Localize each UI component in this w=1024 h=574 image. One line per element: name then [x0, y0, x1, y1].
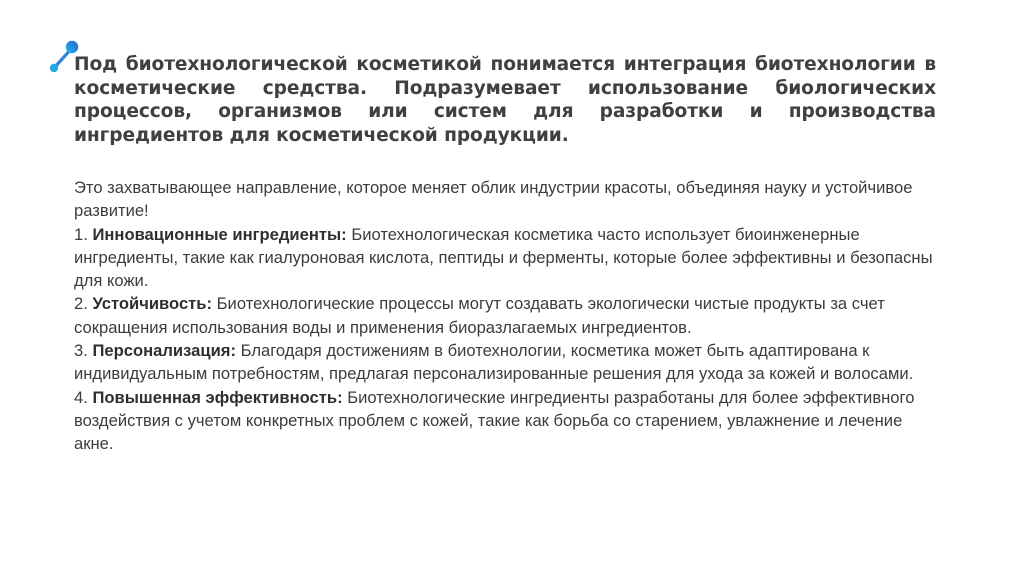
- item-title: Инновационные ингредиенты:: [92, 224, 347, 244]
- item-number: 2.: [74, 294, 88, 314]
- list-item: [74, 339, 942, 386]
- item-title: Персонализация:: [92, 341, 236, 361]
- item-text: Биотехнологическая косметика часто использует биоинженерные ингредиенты, такие как гиалуроновая кислота, пептиды и ферменты, которые более эффективны и безопасны для кожи.: [74, 224, 933, 291]
- intro-paragraph: Это захватывающее направление, которое меняет облик индустрии красоты, объединяя науку и устойчивое развитие!: [74, 178, 913, 221]
- item-number: 1.: [74, 224, 88, 244]
- slide-heading: Под биотехнологической косметикой понимается интеграция биотехнологии в косметические средства. Подразумевает использование биологических процессов, организмов или систем для разработки и производства ингредиентов для косметической продукции.: [74, 54, 936, 146]
- item-number: 4.: [74, 387, 88, 407]
- list-item: [74, 223, 942, 293]
- list-item: [74, 386, 942, 456]
- item-title: Устойчивость:: [92, 294, 213, 314]
- item-text: Биотехнологические ингредиенты разработаны для более эффективного воздействия с учетом конкретных проблем с кожей, такие как борьба со старением, увлажнение и лечение акне.: [74, 387, 915, 454]
- list-item: [74, 292, 942, 339]
- item-text: Биотехнологические процессы могут создавать экологически чистые продукты за счет сокращения использования воды и применения биоразлагаемых ингредиентов.: [74, 294, 885, 337]
- slide-body: [74, 176, 942, 456]
- item-number: 3.: [74, 341, 88, 361]
- item-title: Повышенная эффективность:: [92, 387, 343, 407]
- item-text: Благодаря достижениям в биотехнологии, косметика может быть адаптирована к индивидуальным потребностям, предлагая персонализированные решения для ухода за кожей и волосами.: [74, 341, 914, 384]
